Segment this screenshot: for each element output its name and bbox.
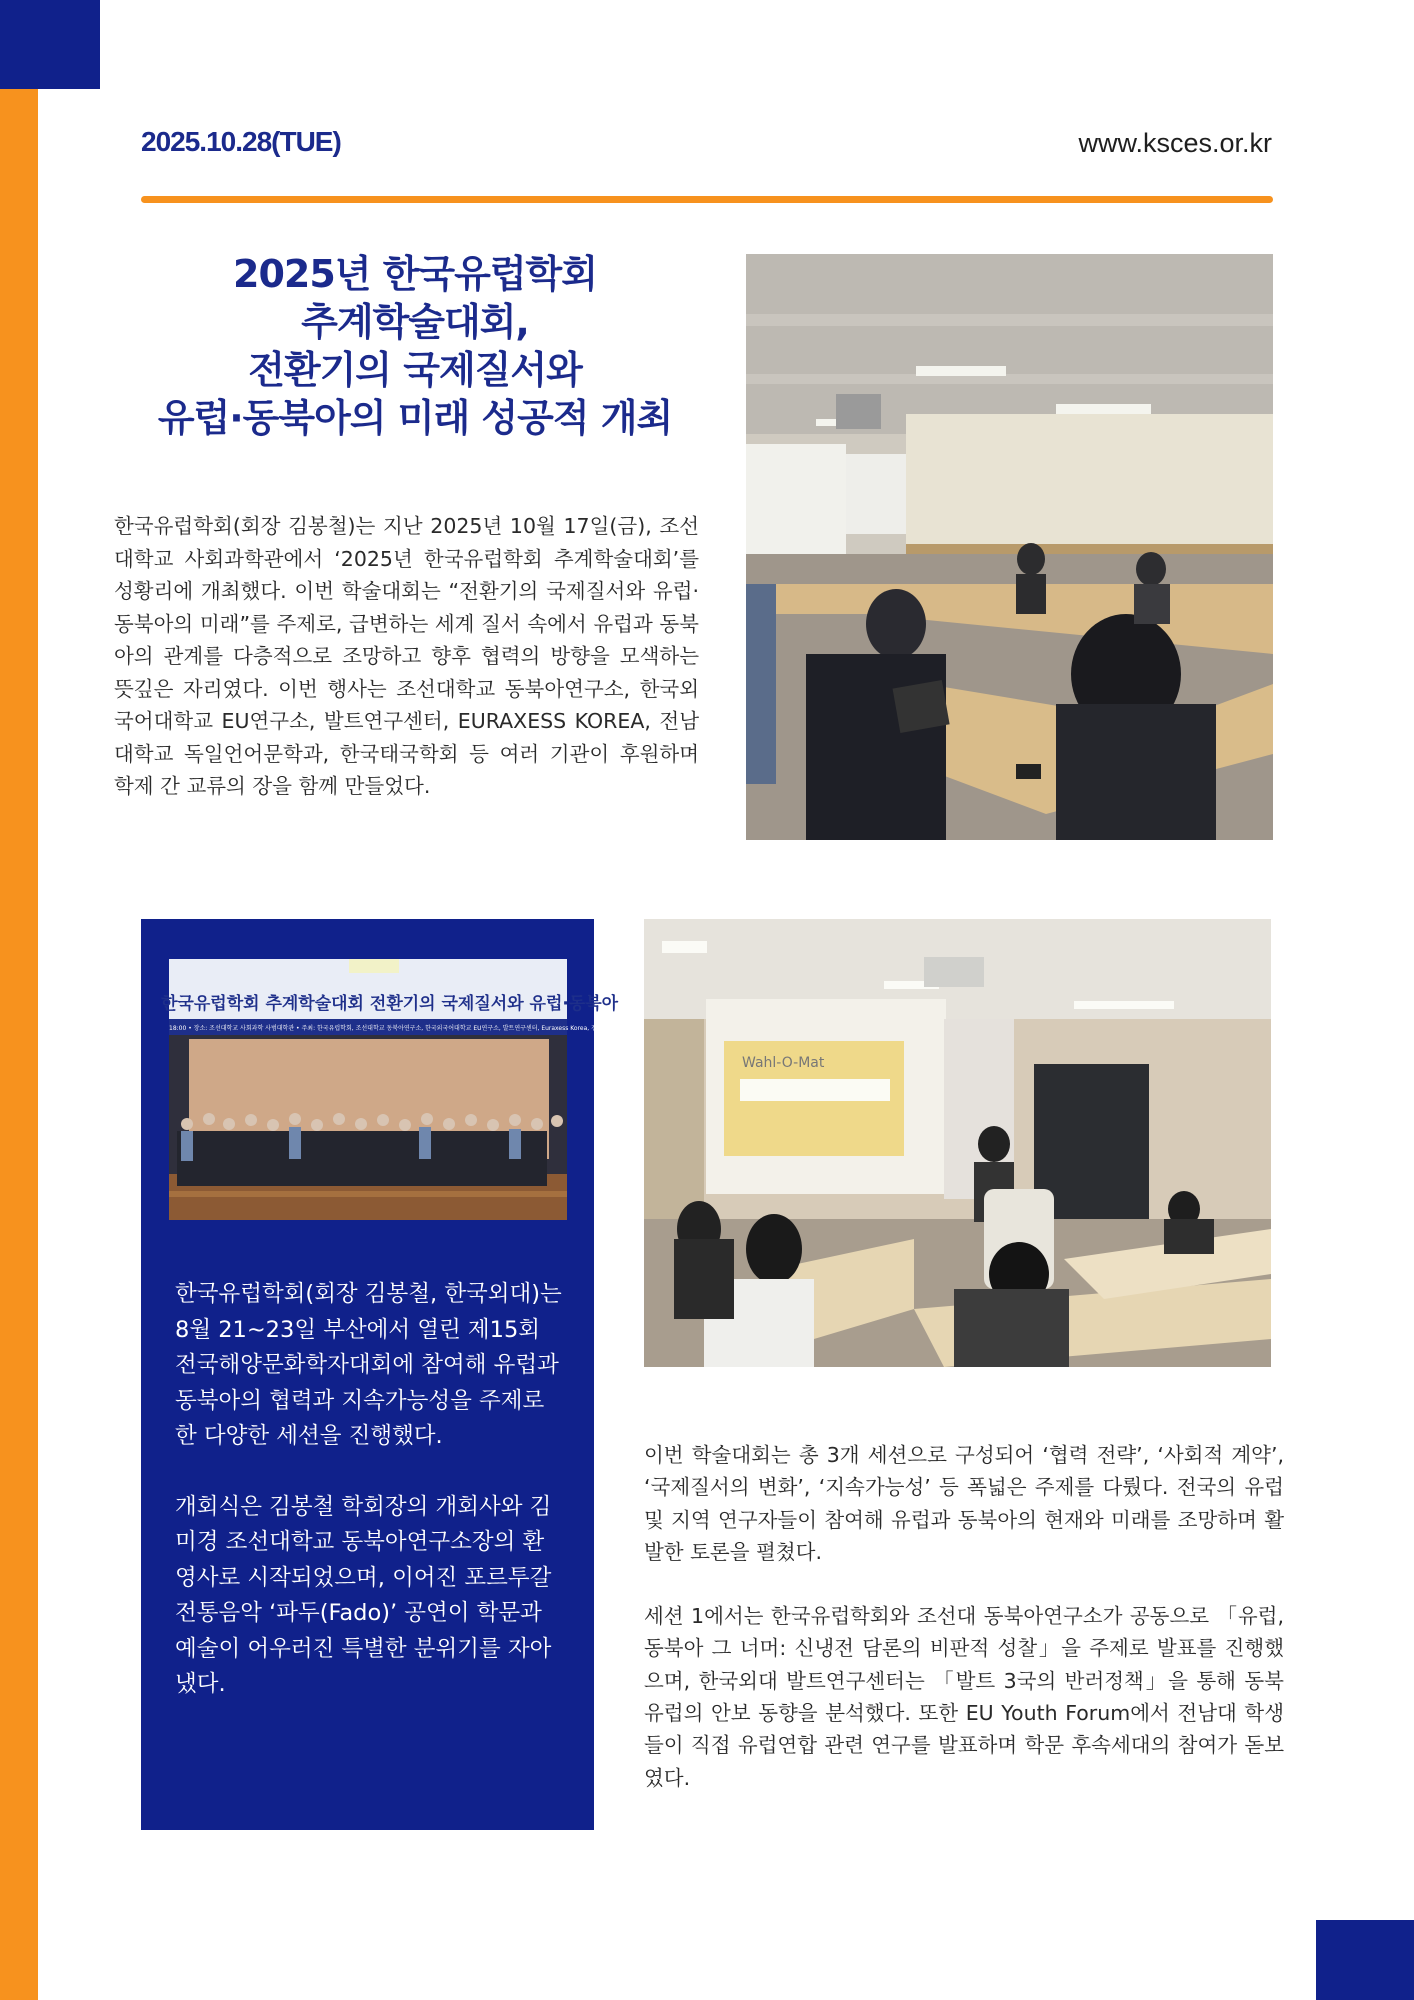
banner-title: 한국유럽학회 추계학술대회 전환기의 국제질서와 유럽·동북아 [161,994,619,1014]
header-divider [141,196,1273,203]
seminar-room-photo [746,254,1273,840]
highlight-box [141,919,619,1830]
slide-title: Wahl-O-Mat [742,1055,825,1071]
corner-block-bottom-right [1316,1920,1414,2000]
box-paragraph: 한국유럽학회(회장 김봉철, 한국외대)는 8월 21~23일 부산에서 열린 제15회 전국해양문화학자대회에 참여해 유럽과 동북아의 협력과 지속가능성을 주제로 한 다양한 세션을 진행했다. [175,1281,562,1449]
headline-line: 2025년 한국유럽학회 [233,252,597,296]
corner-block-top-left [0,0,100,89]
group-photo [161,959,619,1220]
headline-line: 전환기의 국제질서와 [248,348,582,392]
website-link[interactable]: www.ksces.or.kr [1078,128,1272,158]
presentation-photo [644,919,1271,1367]
body-paragraph: 이번 학술대회는 총 3개 세션으로 구성되어 ‘협력 전략’, ‘사회적 계약’, ‘국제질서의 변화’, ‘지속가능성’ 등 폭넓은 주제를 다뤘다. 전국의 유럽 및 지역 연구자들이 참여해 유럽과 동북아의 현재와 미래를 조망하며 활발한 토론을 펼쳤다. [644,1443,1284,1564]
headline-line: 유럽·동북아의 미래 성공적 개최 [157,396,673,440]
box-paragraph: 개회식은 김봉철 학회장의 개회사와 김미경 조선대학교 동북아연구소장의 환영사로 시작되었으며, 이어진 포르투갈 전통음악 ‘파두(Fado)’ 공연이 학문과 예술이 어우러진 특별한 분위기를 자아냈다. [175,1493,552,1697]
article-headline [130,250,700,442]
orange-side-bar [0,0,38,2000]
issue-date: 2025.10.28(TUE) [141,126,341,157]
article-body [644,1439,1284,1826]
banner-detail: 18:00 • 장소: 조선대학교 사회과학 사범대학관 • 주최: 한국유럽학회, 조선대학교 동북아연구소, 한국외국어대학교 EU연구소, 발트연구센터, Euraxess Korea, 전남 [169,1025,603,1032]
intro-paragraph: 한국유럽학회(회장 김봉철)는 지난 2025년 10월 17일(금), 조선대학교 사회과학관에서 ‘2025년 한국유럽학회 추계학술대회’를 성황리에 개최했다. 이번 학술대회는 “전환기의 국제질서와 유럽·동북아의 미래”를 주제로, 급변하는 세계 질서 속에서 유럽과 동북아의 관계를 다층적으로 조망하고 향후 협력의 방향을 모색하는 뜻깊은 자리였다. 이번 행사는 조선대학교 동북아연구소, 한국외국어대학교 EU연구소, 발트연구센터, EURAXESS KOREA, 전남대학교 독일언어문학과, 한국태국학회 등 여러 기관이 후원하며 학제 간 교류의 장을 함께 만들었다. [114,514,699,798]
body-paragraph: 세션 1에서는 한국유럽학회와 조선대 동북아연구소가 공동으로 「유럽, 동북아 그 너머: 신냉전 담론의 비판적 성찰」을 주제로 발표를 진행했으며, 한국외대 발트연구센터는 「발트 3국의 반러정책」을 통해 동북유럽의 안보 동향을 분석했다. 또한 EU Youth Forum에서 전남대 학생들이 직접 유럽연합 관련 연구를 발표하며 학문 후속세대의 참여가 돋보였다. [644,1604,1284,1790]
box-text [175,1277,565,1738]
headline-line: 추계학술대회, [301,300,529,344]
